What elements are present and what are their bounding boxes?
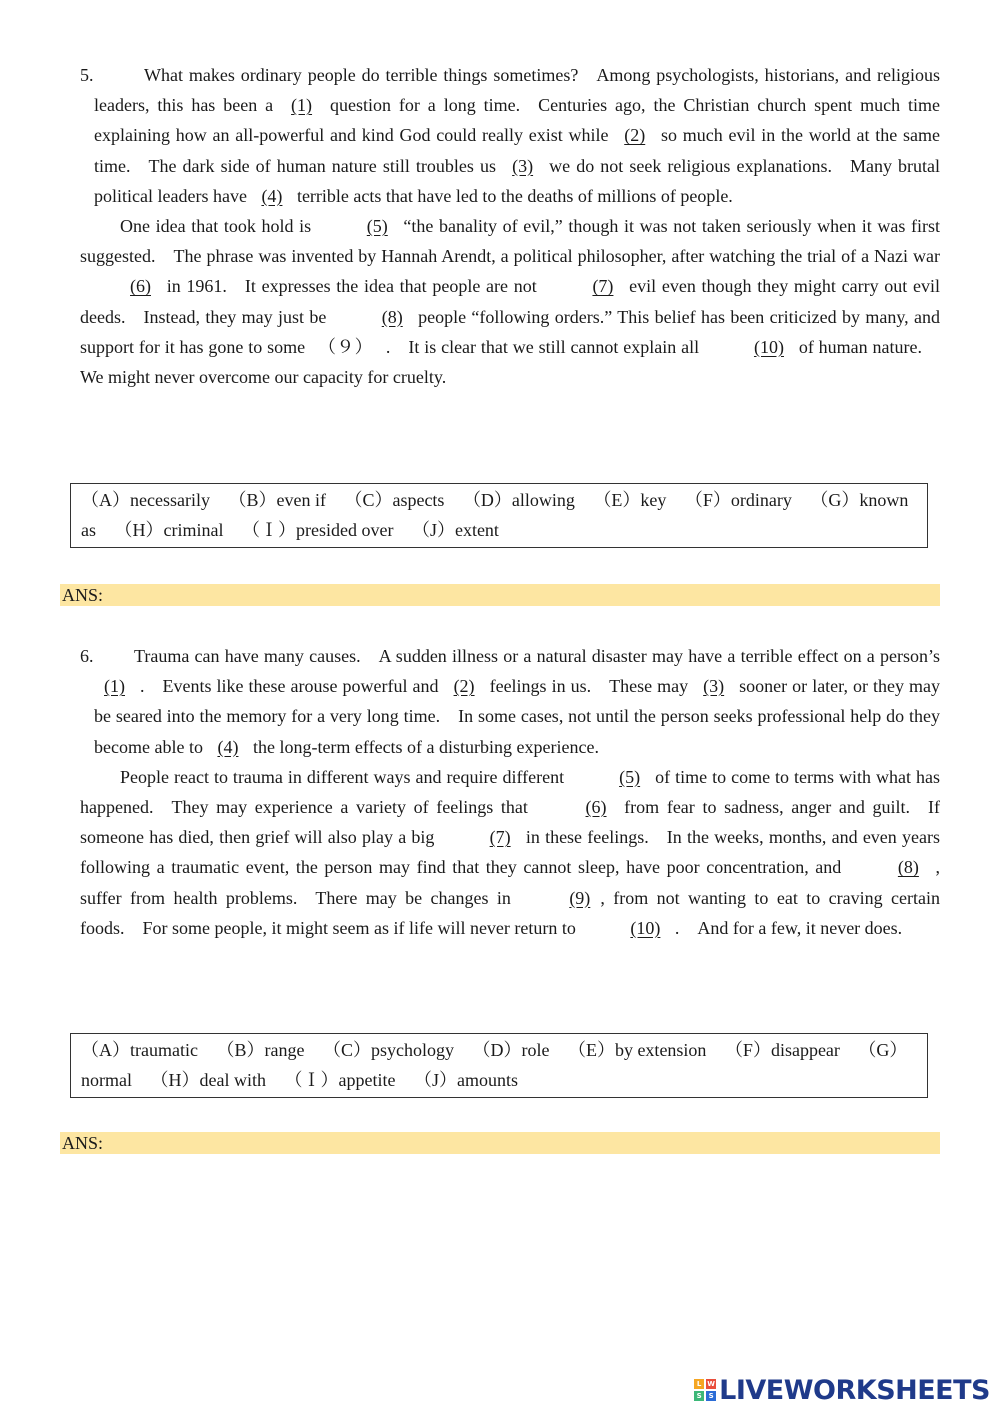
q5-answer-field[interactable]: [60, 584, 940, 606]
q6-option-c: （C）psychology: [322, 1040, 454, 1060]
q6-blank-5[interactable]: (5): [619, 766, 641, 787]
logo-tile: L: [694, 1379, 704, 1389]
q5-option-b: （B）even if: [228, 490, 326, 510]
q5-blank-3[interactable]: (3): [512, 155, 534, 176]
q6-option-f: （F）disappear: [724, 1040, 840, 1060]
q6-blank-4[interactable]: (4): [217, 736, 239, 757]
q5-blank-1[interactable]: (1): [291, 95, 313, 116]
q6-blank-2[interactable]: (2): [453, 676, 475, 697]
q6-blank-9[interactable]: (9): [569, 887, 591, 908]
q5-option-f: （F）ordinary: [684, 490, 792, 510]
q5-word-bank: [70, 483, 928, 548]
q6-blank-3[interactable]: (3): [703, 676, 725, 697]
q6-option-d: （D）role: [472, 1040, 550, 1060]
q5-number: 5.: [80, 65, 94, 85]
q6-option-h: （H）deal with: [150, 1070, 266, 1091]
q6-answer-field[interactable]: [60, 1132, 940, 1154]
q6-option-b: （B）range: [216, 1040, 305, 1060]
q5-option-g: （G）known as: [81, 490, 909, 541]
q5-blank-8[interactable]: (8): [381, 306, 403, 327]
q6-blank-6[interactable]: (6): [585, 797, 607, 818]
q6-option-e: （E）by extension: [567, 1040, 707, 1060]
q5-blank-5[interactable]: (5): [366, 216, 388, 237]
logo-tile: S: [694, 1391, 704, 1401]
q5-option-h: （H）criminal: [114, 520, 224, 541]
q6-number: 6.: [80, 646, 94, 666]
q6-blank-8[interactable]: (8): [897, 857, 919, 878]
q6-answer-label: ANS:: [62, 1133, 104, 1153]
q6-word-bank: [70, 1033, 928, 1098]
q5-blank-2[interactable]: (2): [624, 125, 646, 146]
q5-blank-10[interactable]: (10): [753, 336, 784, 357]
q6-blank-1[interactable]: (1): [104, 676, 125, 697]
q6-blank-10[interactable]: (10): [630, 917, 661, 938]
q5-option-a: （A）necessarily: [81, 490, 210, 510]
q6-blank-7[interactable]: (7): [489, 827, 511, 848]
q5-blank-9[interactable]: （９）: [317, 336, 374, 357]
q5-blank-4[interactable]: (4): [261, 185, 283, 206]
question-5: [80, 60, 940, 392]
q6-option-j: （J）amounts: [413, 1070, 518, 1091]
q6-option-g: （G）normal: [81, 1040, 908, 1091]
q5-option-i: （Ｉ）presided over: [241, 520, 394, 541]
q5-option-d: （D）allowing: [462, 490, 575, 510]
q6-option-i: （Ｉ）appetite: [284, 1070, 396, 1091]
q5-blank-7[interactable]: (7): [592, 276, 614, 297]
q5-paragraph-1: 5. What makes ordinary people do terrible things sometimes? Among psychologists, historians, and religious leaders, this has been a (1) question for a long time. Centuries ago, the Christian church spent much time explaining how an all-powerful and kind God could really exist while (2) so much evil in the world at the same time. The dark side of human nature still troubles us (3) we do not seek religious explanations. Many brutal political leaders have (4) terrible acts that have led to the deaths of millions of people.: [80, 60, 940, 211]
q6-option-a: （A）traumatic: [81, 1040, 198, 1060]
logo-tiles-icon: [694, 1379, 716, 1401]
q6-paragraph-2: People react to trauma in different ways and require different (5) of time to come to terms with what has happened. They may experience a variety of feelings that (6) from fear to sadness, anger and guilt. If someone has died, then grief will also play a big (7) in these feelings. In the weeks, months, and even years following a traumatic event, the person may find that they cannot sleep, have poor concentration, and (8) , suffer from health problems. There may be changes in (9) , from not wanting to eat to craving certain foods. For some people, it might seem as if life will never return to (10) . And for a few, it never does.: [80, 762, 940, 943]
logo-tile: S: [706, 1391, 716, 1401]
q5-option-j: （J）extent: [411, 520, 499, 541]
q5-option-e: （E）key: [593, 490, 667, 510]
question-6: [80, 641, 940, 943]
q5-blank-6[interactable]: (6): [130, 276, 151, 297]
q6-paragraph-1: 6. Trauma can have many causes. A sudden illness or a natural disaster may have a terrible effect on a person’s (1) . Events like these arouse powerful and (2) feelings in us. These may (3) sooner or later, or they may be seared into the memory for a very long time. In some cases, not until the person seeks professional help do they become able to (4) the long-term effects of a disturbing experience.: [80, 641, 940, 762]
q5-answer-label: ANS:: [62, 585, 104, 605]
q5-option-c: （C）aspects: [344, 490, 445, 510]
logo-tile: W: [707, 1380, 716, 1388]
logo-text: LIVEWORKSHEETS: [719, 1374, 990, 1406]
liveworksheets-logo: [694, 1373, 990, 1407]
q5-paragraph-2: One idea that took hold is (5) “the banality of evil,” though it was not taken seriously when it was first suggested. The phrase was invented by Hannah Arendt, a political philosopher, after watching the trial of a Nazi war (6) in 1961. It expresses the idea that people are not (7) evil even though they might carry out evil deeds. Instead, they may just be (8) people “following orders.” This belief has been criticized by many, and support for it has gone to some （９） . It is clear that we still cannot explain all (10) of human nature. We might never overcome our capacity for cruelty.: [80, 211, 940, 392]
